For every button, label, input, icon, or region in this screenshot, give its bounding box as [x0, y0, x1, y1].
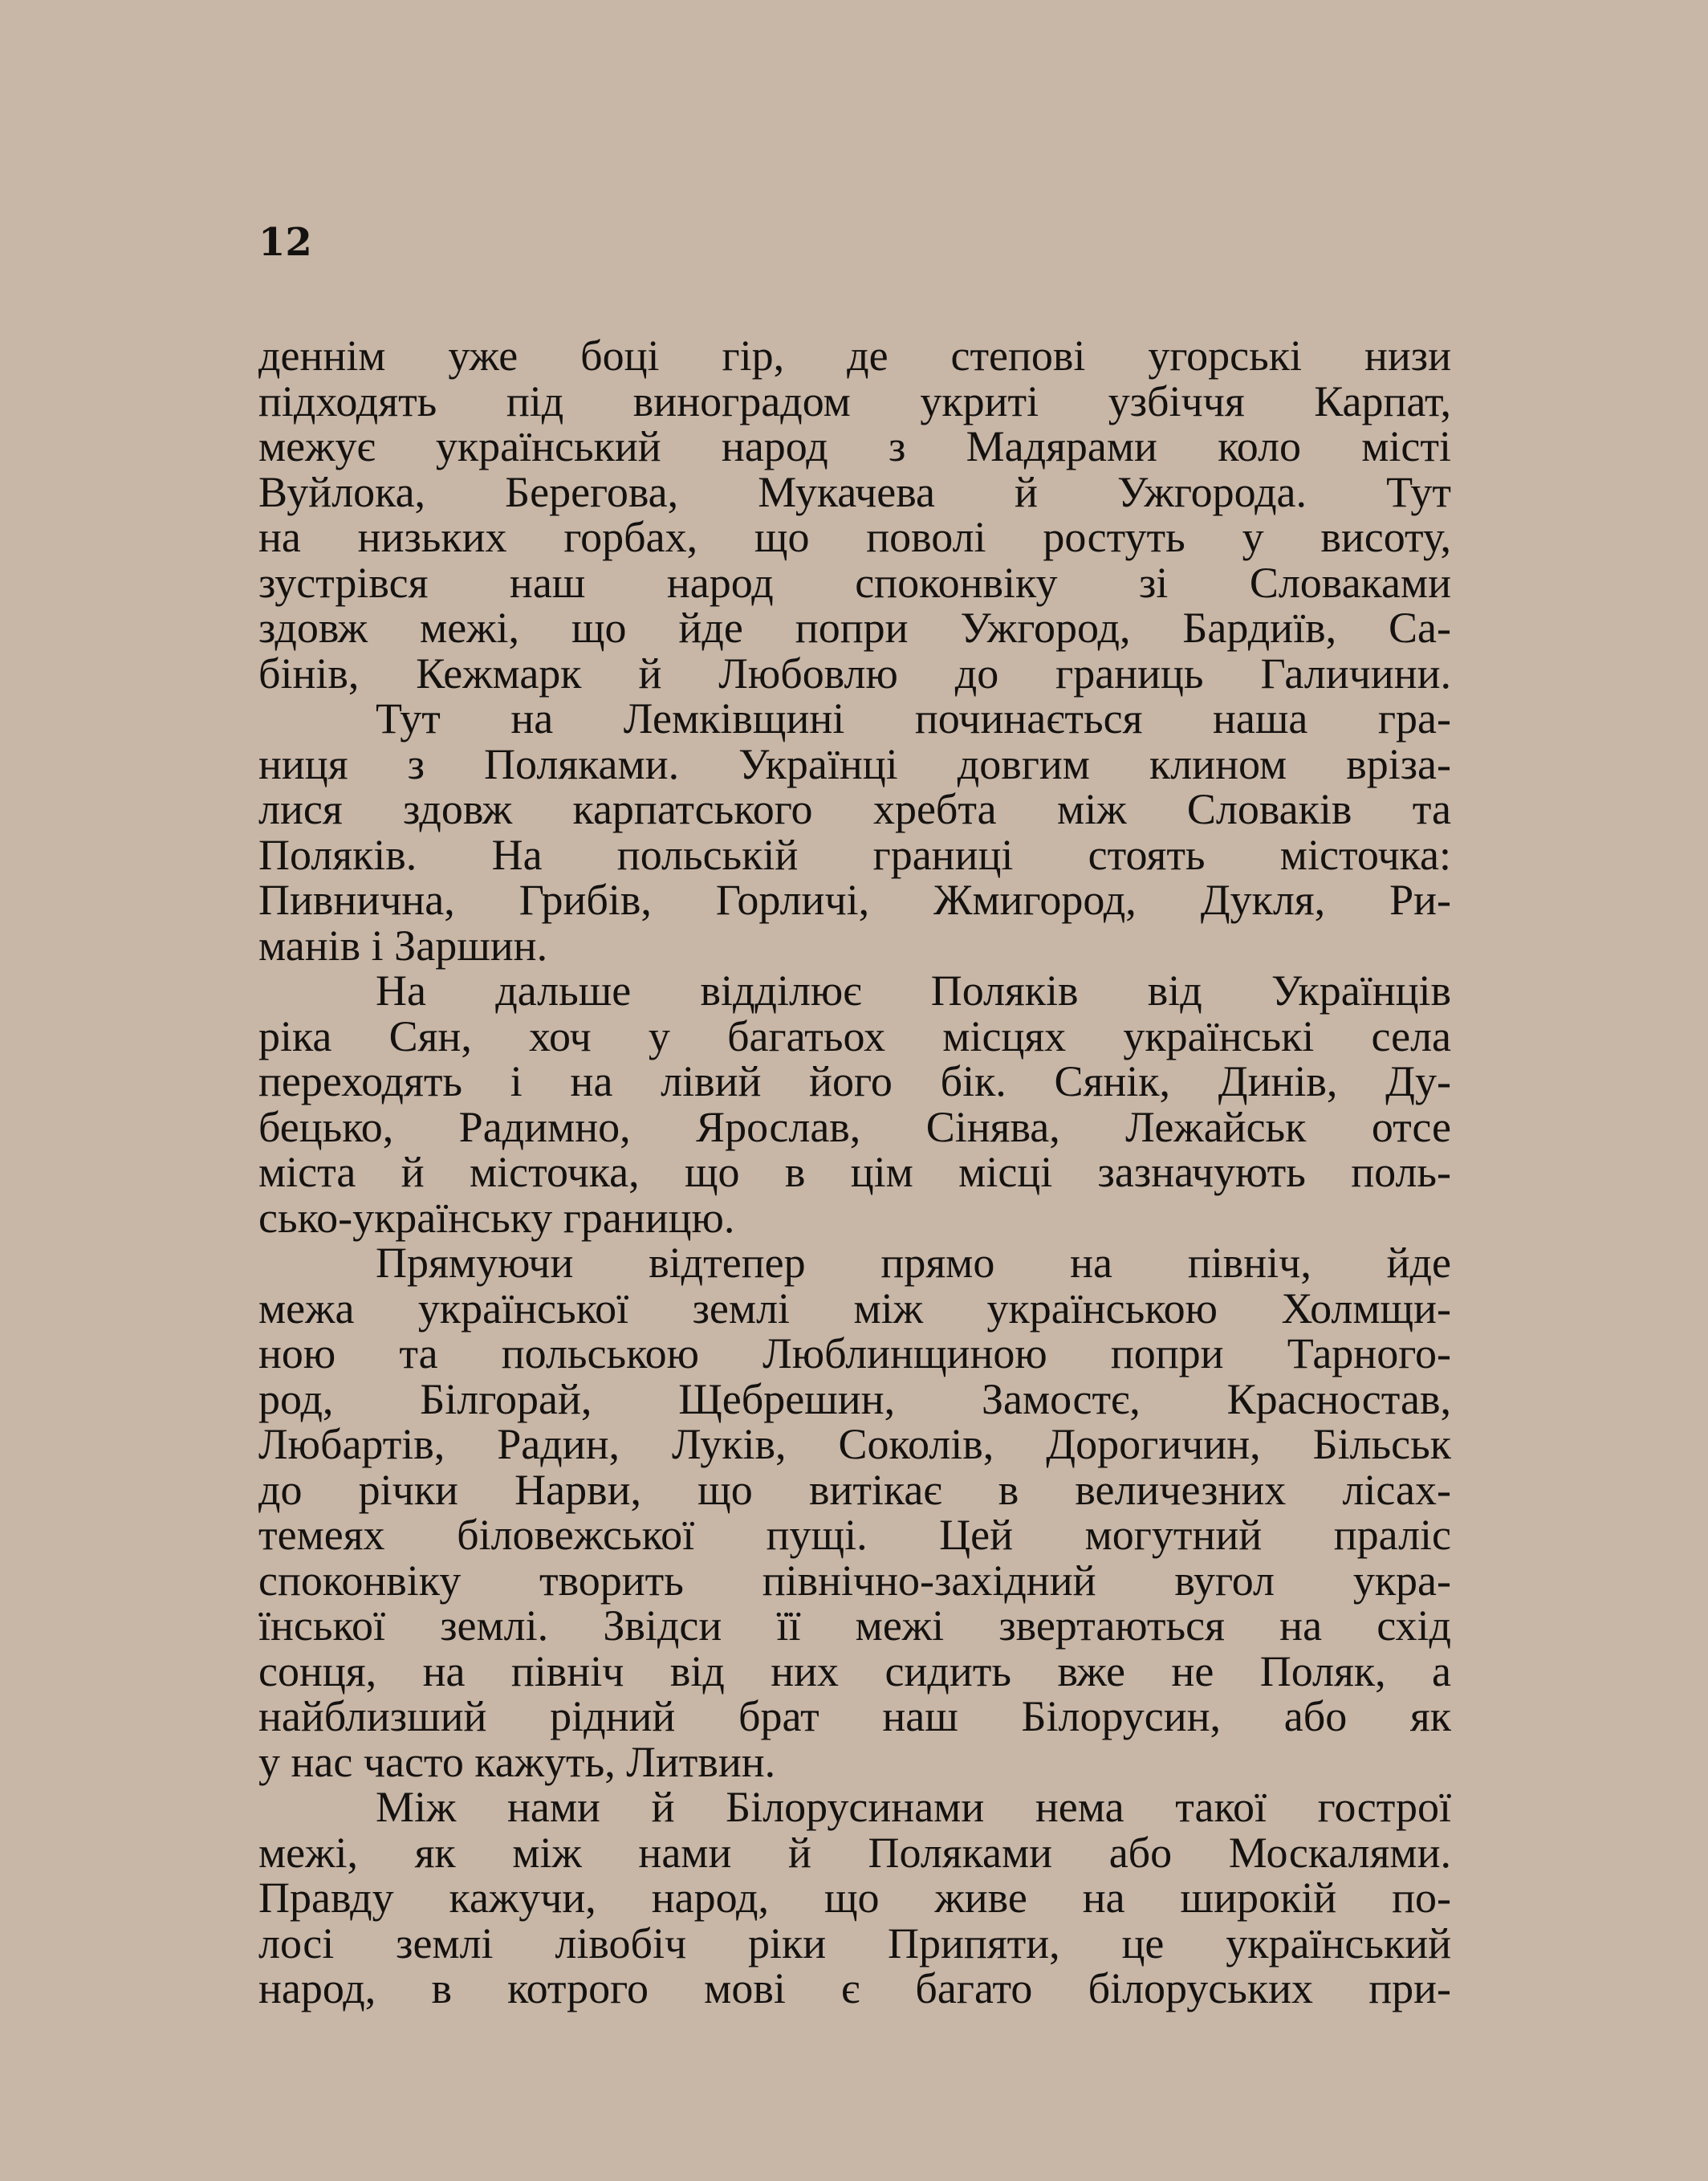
text-line: споконвіку творить північно-західний вугол укра- — [258, 1556, 1451, 1605]
text-line: бецько, Радимно, Ярослав, Сінява, Лежайськ отсе — [258, 1102, 1451, 1151]
text-line: Поляків. На польській границі стоять місточка: — [258, 830, 1451, 879]
text-line: межі, як між нами й Поляками або Москалями. — [258, 1828, 1451, 1877]
text-line: ниця з Поляками. Українці довгим клином вріза- — [258, 739, 1451, 788]
text-line: Пивнична, Грибів, Горличі, Жмигород, Дукля, Ри- — [258, 876, 1451, 924]
text-line: лися здовж карпатського хребта між Словаків та — [258, 785, 1451, 833]
text-line: ною та польською Люблинщиною попри Тарного- — [258, 1329, 1451, 1377]
body-text — [258, 333, 1451, 2012]
text-line: їнської землі. Звідси її межі звертаються на схід — [258, 1601, 1451, 1650]
text-line: межує український народ з Мадярами коло місті — [258, 422, 1451, 470]
text-line: переходять і на лівий його бік. Сянік, Динів, Ду- — [258, 1057, 1451, 1105]
text-line: род, Білгорай, Щебрешин, Замостє, Красностав, — [258, 1374, 1451, 1423]
paragraph-start-line: Прямуючи відтепер прямо на північ, йде — [376, 1239, 1451, 1287]
text-line: межа української землі між українською Холмщи- — [258, 1284, 1451, 1333]
text-line: найблизший рідний брат наш Білорусин, або як — [258, 1692, 1451, 1740]
text-line: до річки Нарви, що витікає в величезних лісах- — [258, 1465, 1451, 1514]
text-line: на низьких горбах, що поволі ростуть у висоту, — [258, 513, 1451, 561]
paragraph-start-line: На дальше відділює Поляків від Українців — [376, 966, 1451, 1015]
paragraph-start-line: Тут на Лемківщині починається наша гра- — [376, 694, 1451, 743]
text-line: Вуйлока, Берегова, Мукачева й Ужгорода. Тут — [258, 467, 1451, 516]
text-line: міста й місточка, що в цім місці зазначують поль- — [258, 1148, 1451, 1196]
paragraph-end-line: у нас часто кажуть, Литвин. — [258, 1737, 776, 1786]
text-line: підходять під виноградом укриті узбіччя Карпат, — [258, 376, 1451, 425]
text-line: здовж межі, що йде попри Ужгород, Бардиїв, Са- — [258, 604, 1451, 652]
text-line: темеях біловежської пущі. Цей могутний праліс — [258, 1511, 1451, 1559]
text-line: Правду кажучи, народ, що живе на широкій по- — [258, 1874, 1451, 1922]
text-line: Любартів, Радин, Луків, Соколів, Дорогичин, Більськ — [258, 1420, 1451, 1468]
text-line: народ, в котрого мові є багато білоруських при- — [258, 1964, 1451, 2012]
text-line: бінів, Кежмарк й Любовлю до границь Галичини. — [258, 649, 1451, 698]
paragraph-end-line: сько-українську границю. — [258, 1193, 735, 1242]
page-number: 12 — [258, 220, 312, 265]
paragraph-start-line: Між нами й Білорусинами нема такої гострої — [376, 1783, 1451, 1831]
text-line: ріка Сян, хоч у багатьох місцях українські села — [258, 1011, 1451, 1060]
text-line: деннім уже боці гір, де степові угорські низи — [258, 332, 1451, 380]
text-line: зустрівся наш народ споконвіку зі Словаками — [258, 558, 1451, 607]
paragraph-end-line: манів і Заршин. — [258, 921, 548, 970]
text-line: лосі землі лівобіч ріки Припяти, це український — [258, 1919, 1451, 1967]
text-line: сонця, на північ від них сидить вже не Поляк, а — [258, 1646, 1451, 1695]
